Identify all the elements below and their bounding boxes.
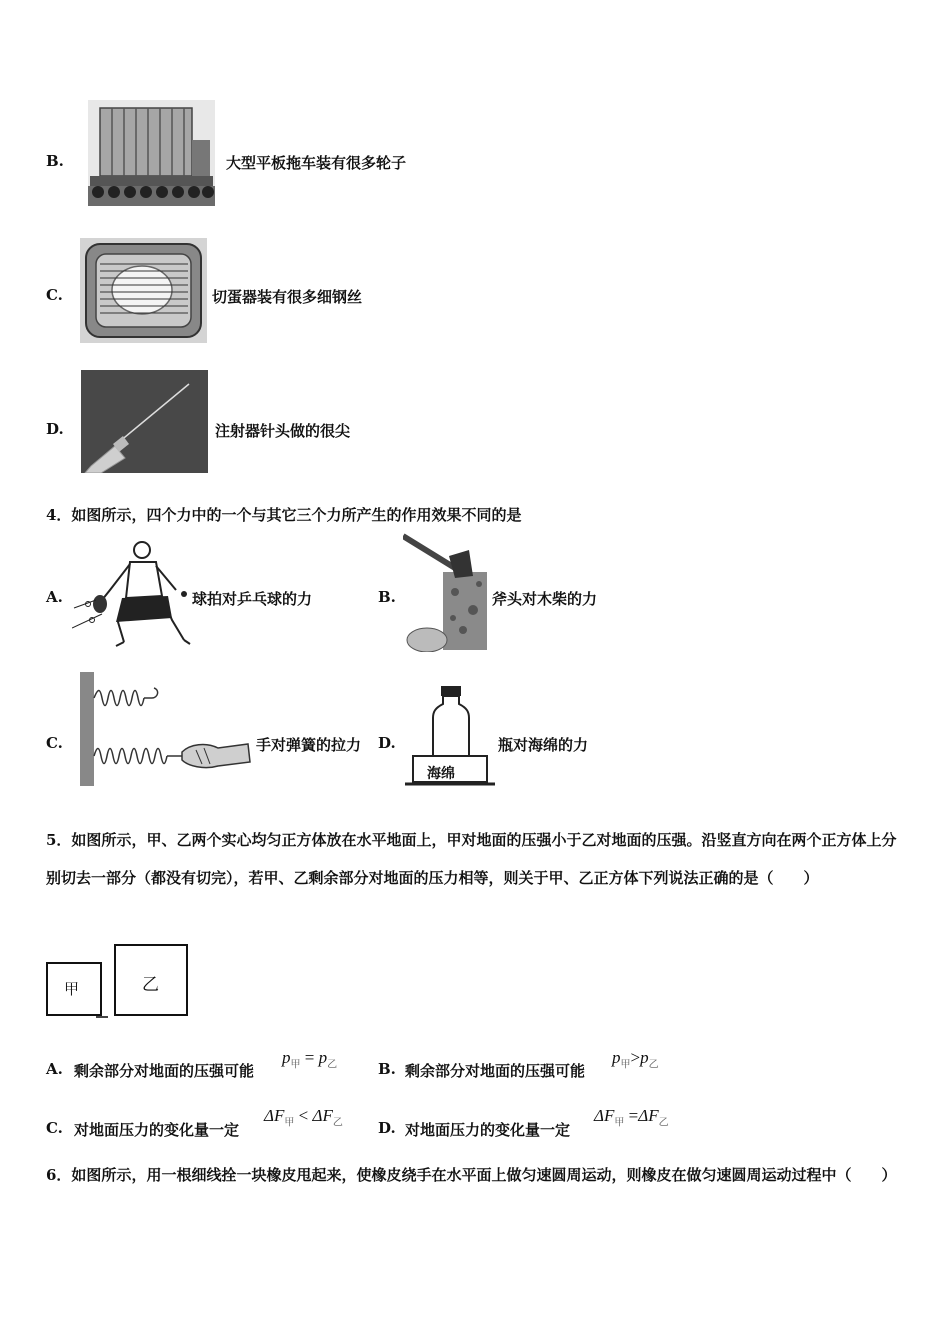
q5-stem: 5．如图所示，甲、乙两个实心均匀正方体放在水平地面上，甲对地面的压强小于乙对地面的压强。沿竖直方向在两个正方体上分别切去一部分（都没有切完），若甲、乙剩余部分对地面的压力相等，则关于甲、乙正方体下列说法正确的是（ ）: [46, 831, 897, 887]
q5-option-d-text: 对地面压力的变化量一定: [405, 1121, 571, 1139]
trailer-truck-photo: [88, 100, 215, 206]
q4-option-c-letter: C.: [46, 734, 63, 752]
egg-slicer-photo: [80, 238, 207, 343]
q3-option-c-letter: C.: [46, 286, 63, 304]
cube-jia: [46, 962, 102, 1016]
bottle-on-sponge-drawing: [405, 684, 495, 790]
q5-option-c-formula: $\Delta F_甲 < \Delta F_乙$: [264, 1106, 343, 1129]
q4-option-a-text: 球拍对乒乓球的力: [192, 590, 313, 608]
q4-stem: 4．如图所示，四个力中的一个与其它三个力所产生的作用效果不同的是: [46, 506, 522, 524]
q4-option-b-text: 斧头对木柴的力: [492, 590, 598, 608]
q5-option-d-letter: D.: [378, 1119, 396, 1137]
q5-option-b-text: 剩余部分对地面的压强可能: [405, 1062, 586, 1080]
cube-jia-label: 甲: [64, 980, 80, 998]
sponge-label: 海绵: [427, 766, 455, 782]
cube-yi-label: 乙: [142, 975, 159, 995]
q5-option-b-formula: $p_甲>p_乙$: [612, 1048, 659, 1071]
q5-option-a-text: 剩余部分对地面的压强可能: [74, 1062, 255, 1080]
q3-option-b-letter: B.: [46, 152, 64, 170]
axe-splitting-wood-drawing: [403, 532, 491, 652]
q3-option-d-text: 注射器针头做的很尖: [215, 422, 351, 440]
q5-option-a-letter: A.: [46, 1060, 63, 1078]
q4-option-a-letter: A.: [46, 588, 63, 606]
q5-option-c-text: 对地面压力的变化量一定: [74, 1121, 240, 1139]
table-tennis-player-drawing: [72, 538, 192, 650]
q4-option-b-letter: B.: [378, 588, 396, 606]
spring-stretch-drawing: [78, 670, 254, 788]
q5-option-b-letter: B.: [378, 1060, 396, 1078]
q5-option-a-formula: $p_甲 = p_乙$: [282, 1048, 338, 1071]
syringe-photo: [81, 370, 208, 473]
ground-mark: [96, 1016, 108, 1018]
q3-option-c-text: 切蛋器装有很多细钢丝: [212, 288, 363, 306]
q5-option-d-formula: $\Delta F_甲 =\Delta F_乙$: [594, 1106, 669, 1129]
q4-option-d-letter: D.: [378, 734, 396, 752]
q6-stem: 6．如图所示，用一根细线拴一块橡皮甩起来，使橡皮绕手在水平面上做匀速圆周运动，则橡皮在做匀速圆周运动过程中（ ）: [46, 1166, 897, 1184]
q5-cubes-figure: [46, 944, 190, 1020]
q3-option-b-text: 大型平板拖车装有很多轮子: [226, 154, 407, 172]
q4-option-c-text: 手对弹簧的拉力: [256, 736, 362, 754]
q3-option-d-letter: D.: [46, 420, 64, 438]
q5-option-c-letter: C.: [46, 1119, 63, 1137]
q4-option-d-text: 瓶对海绵的力: [498, 736, 589, 754]
cube-yi: [114, 944, 188, 1016]
